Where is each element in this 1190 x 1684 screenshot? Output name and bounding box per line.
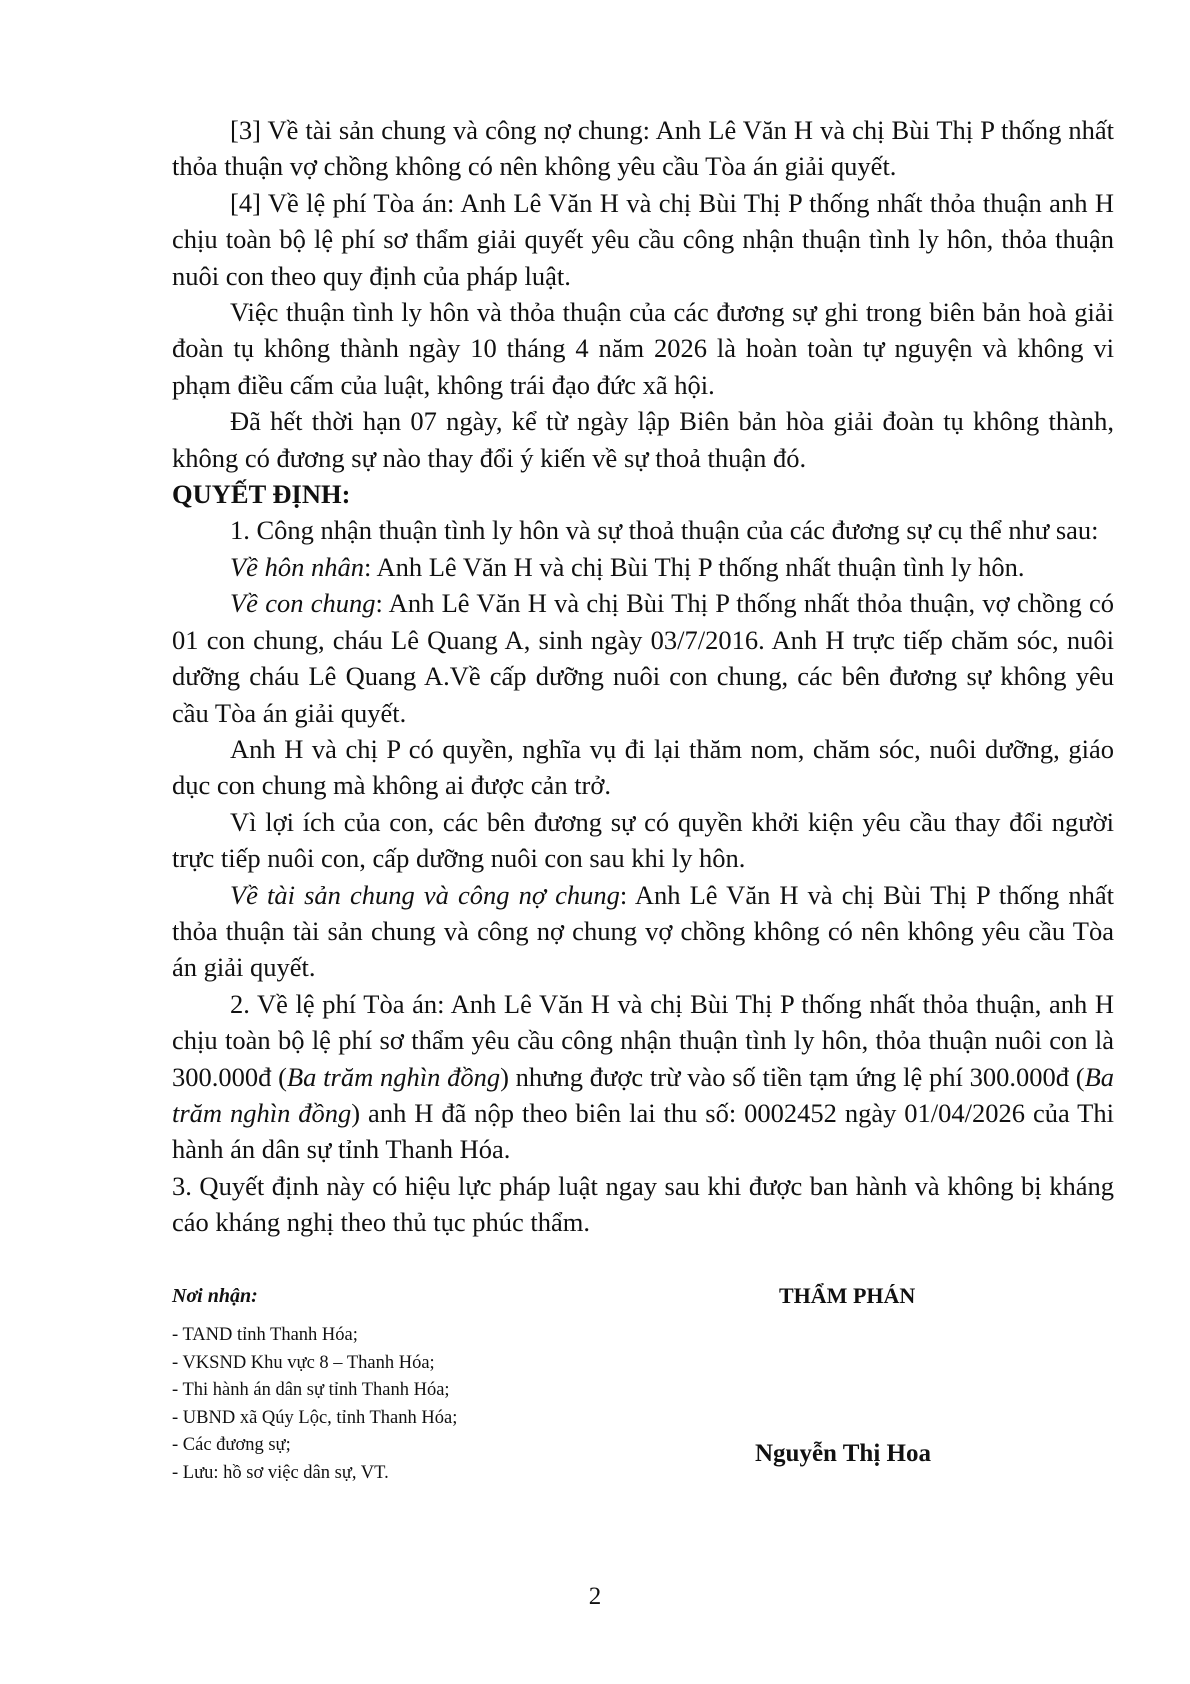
decision-visitation: Anh H và chị P có quyền, nghĩa vụ đi lại thăm nom, chăm sóc, nuôi dưỡng, giáo dục con chung mà không ai được cản trở. <box>172 733 1114 801</box>
decision-marriage <box>172 549 1114 585</box>
recipient-item: - Thi hành án dân sự tỉnh Thanh Hóa; <box>172 1380 450 1401</box>
decision-heading: QUYẾT ĐỊNH: <box>172 479 351 510</box>
decision-item-1: 1. Công nhận thuận tình ly hôn và sự thoả thuận của các đương sự cụ thể như sau: <box>230 515 1099 546</box>
child-label: Về con chung <box>230 588 376 619</box>
recipients-list <box>172 1322 457 1488</box>
marriage-text: : Anh Lê Văn H và chị Bùi Thị P thống nhất thuận tình ly hôn. <box>363 551 1025 582</box>
page-number: 2 <box>588 1583 602 1610</box>
child-text: : Anh Lê Văn H và chị Bùi Thị P thống nhất thỏa thuận, vợ chồng có 01 con chung, cháu Lê Quang A, sinh ngày 03/7/2016. Anh H trực tiếp chăm sóc, nuôi dưỡng cháu Lê Quang A.Về cấp dưỡng nuôi con chung, các bên đương sự không yêu cầu Tòa án giải quyết. <box>172 588 1114 728</box>
recipient-item: - TAND tỉnh Thanh Hóa; <box>172 1325 358 1345</box>
fee-text-b: ) nhưng được trừ vào số tiền tạm ứng lệ phí 300.000đ ( <box>500 1061 1085 1092</box>
fee-text-c: ) anh H đã nộp theo biên lai thu số: 0002452 ngày 01/04/2026 của Thi hành án dân sự tỉnh Thanh Hóa. <box>172 1097 1114 1165</box>
decision-item-3-effect: 3. Quyết định này có hiệu lực pháp luật ngay sau khi được ban hành và không bị kháng cáo kháng nghị theo thủ tục phúc thẩm. <box>172 1170 1114 1238</box>
recipient-item: - Các đương sự; <box>172 1435 291 1456</box>
marriage-label: Về hôn nhân <box>230 551 364 582</box>
decision-property <box>172 877 1114 986</box>
document-body <box>172 112 1114 1241</box>
decision-child <box>172 585 1114 731</box>
judge-title: THẨM PHÁN <box>779 1283 916 1308</box>
fee-amount-words-2: Ba trăm nghìn đồng <box>172 1061 1114 1128</box>
judge-name: Nguyễn Thị Hoa <box>755 1440 931 1467</box>
fee-amount-words-1: Ba trăm nghìn đồng <box>286 1061 501 1092</box>
recipient-item: - VKSND Khu vực 8 – Thanh Hóa; <box>172 1352 435 1373</box>
recipient-item: - UBND xã Qúy Lộc, tỉnh Thanh Hóa; <box>172 1407 458 1428</box>
decision-item-2-fee <box>172 986 1114 1168</box>
paragraph-voluntary-agreement: Việc thuận tình ly hôn và thỏa thuận của các đương sự ghi trong biên bản hoà giải đoàn tụ không thành ngày 10 tháng 4 năm 2026 là hoàn toàn tự nguyện và không vi phạm điều cấm của luật, không trái đạo đức xã hội. <box>172 297 1114 400</box>
paragraph-common-property: [3] Về tài sản chung và công nợ chung: Anh Lê Văn H và chị Bùi Thị P thống nhất thỏa thuận vợ chồng không có nên không yêu cầu Tòa án giải quyết. <box>172 115 1114 182</box>
paragraph-time-limit: Đã hết thời hạn 07 ngày, kể từ ngày lập Biên bản hòa giải đoàn tụ không thành, không có đương sự nào thay đổi ý kiến về sự thoả thuận đó. <box>172 406 1114 473</box>
paragraph-court-fee: [4] Về lệ phí Tòa án: Anh Lê Văn H và chị Bùi Thị P thống nhất thỏa thuận anh H chịu toàn bộ lệ phí sơ thẩm giải quyết yêu cầu công nhận thuận tình ly hôn, thỏa thuận nuôi con theo quy định của pháp luật. <box>172 187 1114 291</box>
recipient-item: - Lưu: hồ sơ việc dân sự, VT. <box>172 1462 389 1483</box>
decision-child-interest: Vì lợi ích của con, các bên đương sự có quyền khởi kiện yêu cầu thay đổi người trực tiếp nuôi con, cấp dưỡng nuôi con sau khi ly hôn. <box>172 806 1114 874</box>
recipients-title: Nơi nhận: <box>172 1285 258 1307</box>
property-label: Về tài sản chung và công nợ chung <box>230 879 620 910</box>
property-text: : Anh Lê Văn H và chị Bùi Thị P thống nhất thỏa thuận tài sản chung và công nợ chung vợ chồng không có nên không yêu cầu Tòa án giải quyết. <box>172 879 1114 983</box>
fee-text-a: 2. Về lệ phí Tòa án: Anh Lê Văn H và chị Bùi Thị P thống nhất thỏa thuận, anh H chịu toàn bộ lệ phí sơ thẩm yêu cầu công nhận thuận tình ly hôn, thỏa thuận nuôi con là 300.000đ ( <box>172 988 1114 1092</box>
